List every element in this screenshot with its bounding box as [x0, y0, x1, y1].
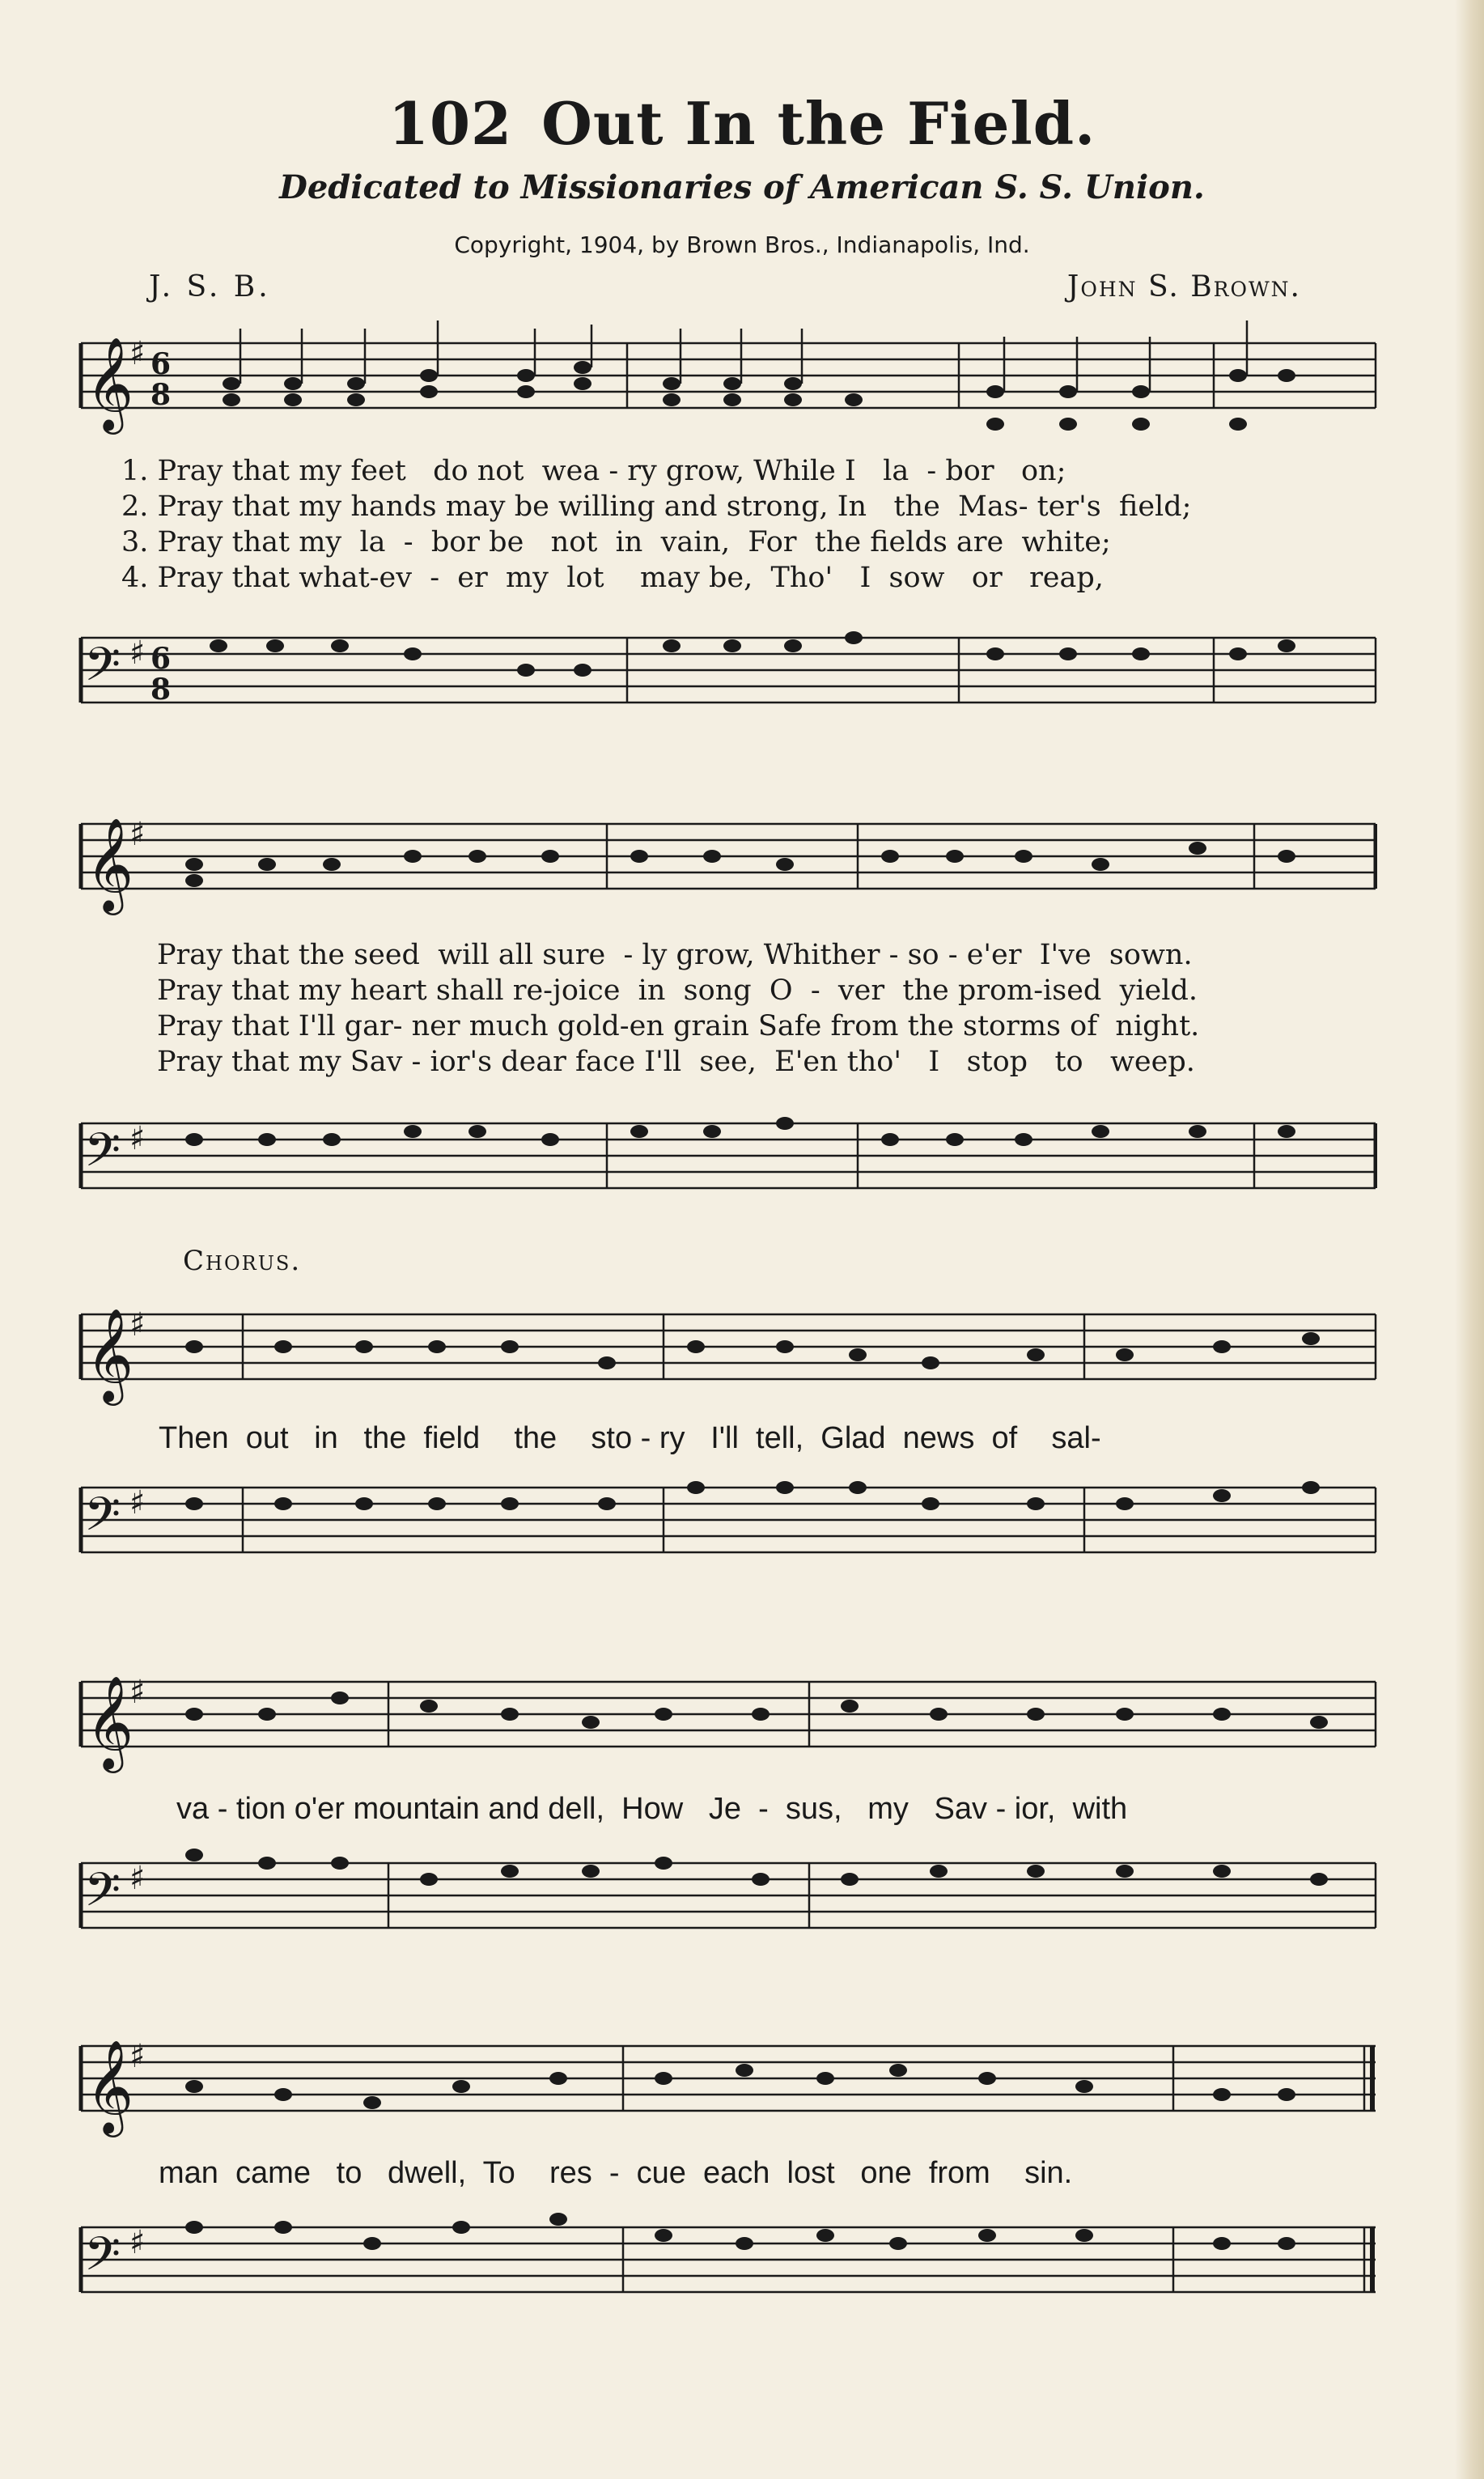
- svg-text:𝄞: 𝄞: [86, 817, 134, 911]
- svg-text:♯: ♯: [129, 1859, 146, 1897]
- verse-1-part-2: Pray that the seed will all sure - ly grow, Whither - so - e'er I've sown.: [157, 939, 1193, 971]
- svg-text:𝄢: 𝄢: [84, 1862, 121, 1929]
- system-1-treble: [73, 320, 1377, 450]
- copyright-notice: Copyright, 1904, by Brown Bros., Indianapolis, Ind.: [454, 231, 1030, 258]
- verse-3-part-2: Pray that I'll gar- ner much gold-en grain Safe from the storms of night.: [157, 1010, 1200, 1042]
- verse-2-part-1: 2. Pray that my hands may be willing and strong, In the Mas- ter's field;: [121, 490, 1192, 523]
- bass-staff-5: [73, 2205, 1377, 2334]
- page-edge: [1455, 0, 1484, 2479]
- verse-4-part-2: Pray that my Sav - ior's dear face I'll see, E'en tho' I stop to weep.: [157, 1046, 1195, 1078]
- treble-staff-3: [73, 1292, 1377, 1421]
- svg-text:8: 8: [151, 378, 172, 412]
- bass-staff-1: [73, 615, 1377, 745]
- treble-staff-2: [73, 801, 1377, 931]
- chorus-system-2-treble: [73, 1659, 1377, 1789]
- system-2-bass: [73, 1101, 1377, 1230]
- svg-text:8: 8: [151, 673, 172, 707]
- verse-3-part-1: 3. Pray that my la - bor be not in vain, For the fields are white;: [121, 526, 1111, 558]
- verse-2-part-2: Pray that my heart shall re-joice in song O - ver the prom-ised yield.: [157, 974, 1198, 1007]
- svg-text:6: 6: [151, 642, 172, 676]
- chorus-system-3-treble: [73, 2023, 1377, 2153]
- chorus-system-3-bass: [73, 2205, 1377, 2334]
- svg-text:♯: ♯: [129, 1484, 146, 1522]
- svg-text:𝄢: 𝄢: [84, 2226, 121, 2293]
- svg-text:♯: ♯: [129, 334, 146, 372]
- svg-text:♯: ♯: [129, 2223, 146, 2261]
- treble-staff-1: [73, 320, 1377, 450]
- svg-text:♯: ♯: [129, 634, 146, 672]
- treble-staff-4: [73, 1659, 1377, 1789]
- system-1-bass: [73, 615, 1377, 745]
- svg-text:♯: ♯: [129, 815, 146, 853]
- chorus-line-1: Then out in the field the sto - ry I'll tell, Glad news of sal-: [159, 1421, 1101, 1455]
- svg-text:𝄢: 𝄢: [84, 637, 121, 703]
- verse-block-2: [157, 937, 1199, 1080]
- dedication: Dedicated to Missionaries of American S. S. Union.: [279, 168, 1205, 206]
- chorus-system-1-treble: [73, 1292, 1377, 1421]
- svg-text:𝄞: 𝄞: [86, 2039, 134, 2133]
- bass-staff-2: [73, 1101, 1377, 1230]
- svg-text:♯: ♯: [129, 1673, 146, 1711]
- lyricist-credit: J. S. B.: [149, 270, 271, 304]
- bass-staff-3: [73, 1465, 1377, 1594]
- svg-text:𝄞: 𝄞: [86, 1675, 134, 1769]
- svg-text:𝄢: 𝄢: [84, 1487, 121, 1553]
- verse-1-part-1: 1. Pray that my feet do not wea - ry grow, While I la - bor on;: [121, 455, 1066, 487]
- verse-block-1: [121, 453, 1191, 596]
- verse-4-part-1: 4. Pray that what-ev - er my lot may be, Tho' I sow or reap,: [121, 562, 1104, 594]
- chorus-label: Chorus.: [183, 1245, 302, 1277]
- svg-text:♯: ♯: [129, 1305, 146, 1343]
- svg-text:♯: ♯: [129, 1119, 146, 1157]
- chorus-system-2-bass: [73, 1840, 1377, 1970]
- hymn-title-line: [0, 89, 1484, 158]
- chorus-line-3: man came to dwell, To res - cue each lost one from sin.: [159, 2156, 1073, 2190]
- treble-staff-5: [73, 2023, 1377, 2153]
- chorus-system-1-bass: [73, 1465, 1377, 1594]
- chorus-line-2: va - tion o'er mountain and dell, How Je - sus, my Sav - ior, with: [176, 1792, 1128, 1826]
- svg-text:𝄞: 𝄞: [86, 1307, 134, 1402]
- hymn-title: Out In the Field.: [541, 89, 1096, 158]
- system-2-treble: [73, 801, 1377, 931]
- svg-text:♯: ♯: [129, 2037, 146, 2075]
- svg-text:𝄞: 𝄞: [86, 336, 134, 431]
- svg-text:6: 6: [151, 347, 172, 381]
- composer-credit: John S. Brown.: [1066, 270, 1301, 304]
- svg-text:𝄢: 𝄢: [84, 1123, 121, 1189]
- bass-staff-4: [73, 1840, 1377, 1970]
- hymn-number: 102: [388, 89, 513, 158]
